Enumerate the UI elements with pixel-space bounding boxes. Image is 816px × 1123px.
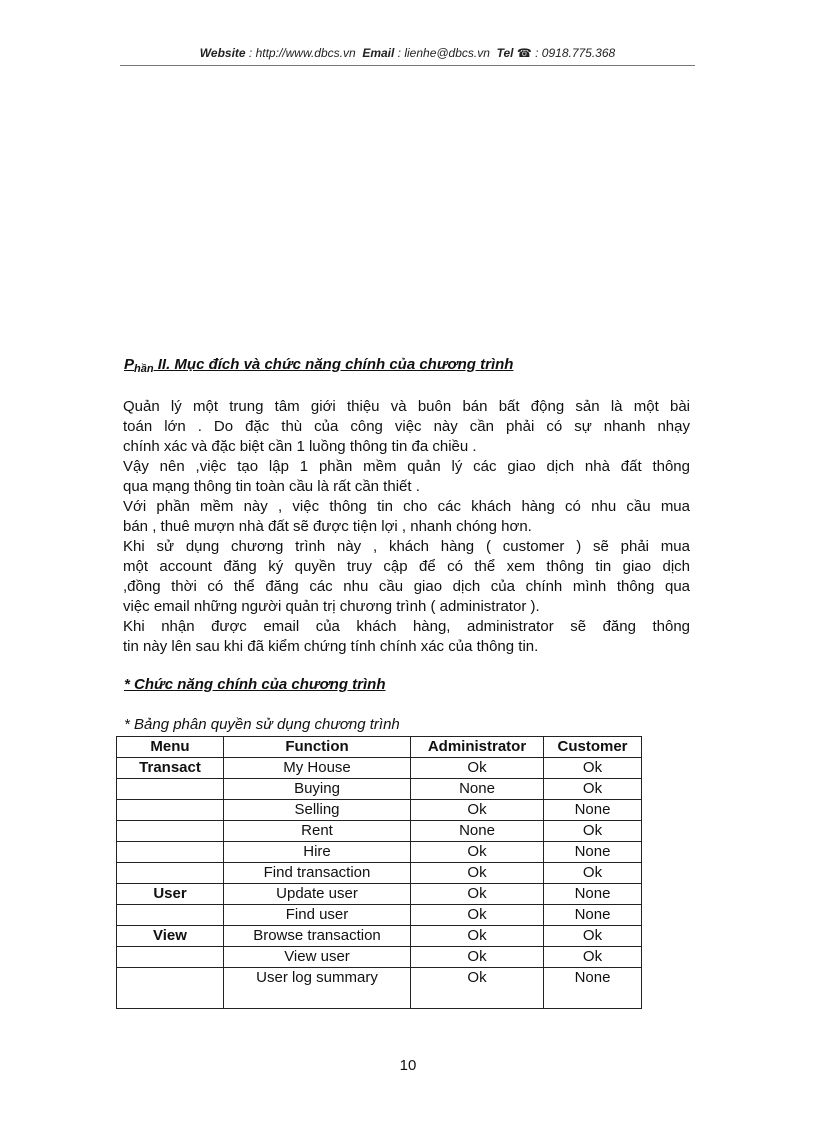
administrator-cell: Ok <box>411 884 544 905</box>
email-label: Email <box>362 46 395 60</box>
table-row <box>117 842 642 863</box>
table-row <box>117 779 642 800</box>
function-cell: Selling <box>224 800 411 821</box>
administrator-cell: Ok <box>411 905 544 926</box>
body-line: Khi nhận được email của khách hàng, administrator sẽ đăng thông <box>123 618 690 635</box>
function-cell: Find transaction <box>224 863 411 884</box>
customer-cell: Ok <box>544 863 642 884</box>
table-row <box>117 821 642 842</box>
permission-table <box>116 736 642 1009</box>
page-header <box>120 46 695 60</box>
table-row <box>117 758 642 779</box>
customer-cell: Ok <box>544 821 642 842</box>
body-line: toán lớn . Do đặc thù của công việc này cần phải có sự nhanh nhạy <box>123 418 690 435</box>
tel-label: Tel <box>496 46 514 60</box>
body-line: tin này lên sau khi đã kiểm chứng tính chính xác của thông tin. <box>123 638 539 655</box>
administrator-cell: Ok <box>411 863 544 884</box>
customer-cell: None <box>544 842 642 863</box>
customer-cell: Ok <box>544 758 642 779</box>
table-row <box>117 905 642 926</box>
table-row <box>117 863 642 884</box>
function-cell: Buying <box>224 779 411 800</box>
menu-cell <box>117 779 224 800</box>
table-header-row <box>117 737 642 758</box>
body-line: việc email những người quản trị chương trình ( administrator ). <box>123 598 540 615</box>
menu-cell <box>117 842 224 863</box>
customer-cell: None <box>544 800 642 821</box>
website-value: : http://www.dbcs.vn <box>248 46 356 60</box>
menu-cell <box>117 947 224 968</box>
table-caption: * Bảng phân quyền sử dụng chương trình <box>124 716 400 733</box>
function-cell: User log summary <box>224 968 411 1009</box>
menu-cell: View <box>117 926 224 947</box>
body-line: Với phần mềm này , việc thông tin cho các khách hàng có nhu cầu mua <box>123 498 690 515</box>
body-line: một account đăng ký quyền truy cập để có thể xem thông tin giao dịch <box>123 558 690 575</box>
page-number: 10 <box>399 1057 417 1074</box>
administrator-cell: None <box>411 821 544 842</box>
function-cell: Update user <box>224 884 411 905</box>
email-value: : lienhe@dbcs.vn <box>397 46 490 60</box>
section-title-rest: II. Mục đích và chức năng chính của chương trình <box>153 356 514 373</box>
function-cell: Find user <box>224 905 411 926</box>
customer-cell: Ok <box>544 926 642 947</box>
table-row <box>117 800 642 821</box>
body-paragraph <box>123 397 690 657</box>
table-row <box>117 947 642 968</box>
body-line: Quản lý một trung tâm giới thiệu và buôn bán bất động sản là một bài <box>123 398 690 415</box>
header-function: Function <box>224 737 411 758</box>
table-row <box>117 926 642 947</box>
administrator-cell: Ok <box>411 758 544 779</box>
administrator-cell: Ok <box>411 947 544 968</box>
table-row <box>117 884 642 905</box>
section-title <box>124 356 513 375</box>
menu-cell <box>117 821 224 842</box>
function-cell: My House <box>224 758 411 779</box>
customer-cell: None <box>544 968 642 1009</box>
menu-cell <box>117 968 224 1009</box>
customer-cell: Ok <box>544 779 642 800</box>
administrator-cell: Ok <box>411 926 544 947</box>
function-cell: Browse transaction <box>224 926 411 947</box>
header-customer: Customer <box>544 737 642 758</box>
tel-value: : 0918.775.368 <box>535 46 616 60</box>
header-menu: Menu <box>117 737 224 758</box>
body-line: Vậy nên ,việc tạo lập 1 phần mềm quản lý các giao dịch nhà đất thông <box>123 458 690 475</box>
function-cell: View user <box>224 947 411 968</box>
body-line: ,đồng thời có thể đăng các nhu cầu giao dịch của chính mình thông qua <box>123 578 690 595</box>
website-label: Website <box>199 46 246 60</box>
body-line: chính xác và đặc biệt cần 1 luồng thông tin đa chiều . <box>123 438 477 455</box>
customer-cell: None <box>544 884 642 905</box>
section-title-sub: hần <box>134 363 154 375</box>
menu-cell: Transact <box>117 758 224 779</box>
section-title-p: P <box>124 356 135 373</box>
function-cell: Rent <box>224 821 411 842</box>
customer-cell: Ok <box>544 947 642 968</box>
body-line: qua mạng thông tin toàn cầu là rất cần thiết . <box>123 478 420 495</box>
menu-cell <box>117 905 224 926</box>
menu-cell <box>117 863 224 884</box>
menu-cell: User <box>117 884 224 905</box>
body-line: bán , thuê mượn nhà đất sẽ được tiện lợi , nhanh chóng hơn. <box>123 518 532 535</box>
menu-cell <box>117 800 224 821</box>
administrator-cell: Ok <box>411 842 544 863</box>
header-administrator: Administrator <box>411 737 544 758</box>
table-row <box>117 968 642 1009</box>
function-cell: Hire <box>224 842 411 863</box>
customer-cell: None <box>544 905 642 926</box>
phone-icon: ☎ <box>516 46 532 60</box>
administrator-cell: Ok <box>411 800 544 821</box>
administrator-cell: Ok <box>411 968 544 1009</box>
body-line: Khi sử dụng chương trình này , khách hàng ( customer ) sẽ phải mua <box>123 538 690 555</box>
administrator-cell: None <box>411 779 544 800</box>
features-title: * Chức năng chính của chương trình <box>124 676 386 693</box>
header-divider <box>120 65 695 66</box>
